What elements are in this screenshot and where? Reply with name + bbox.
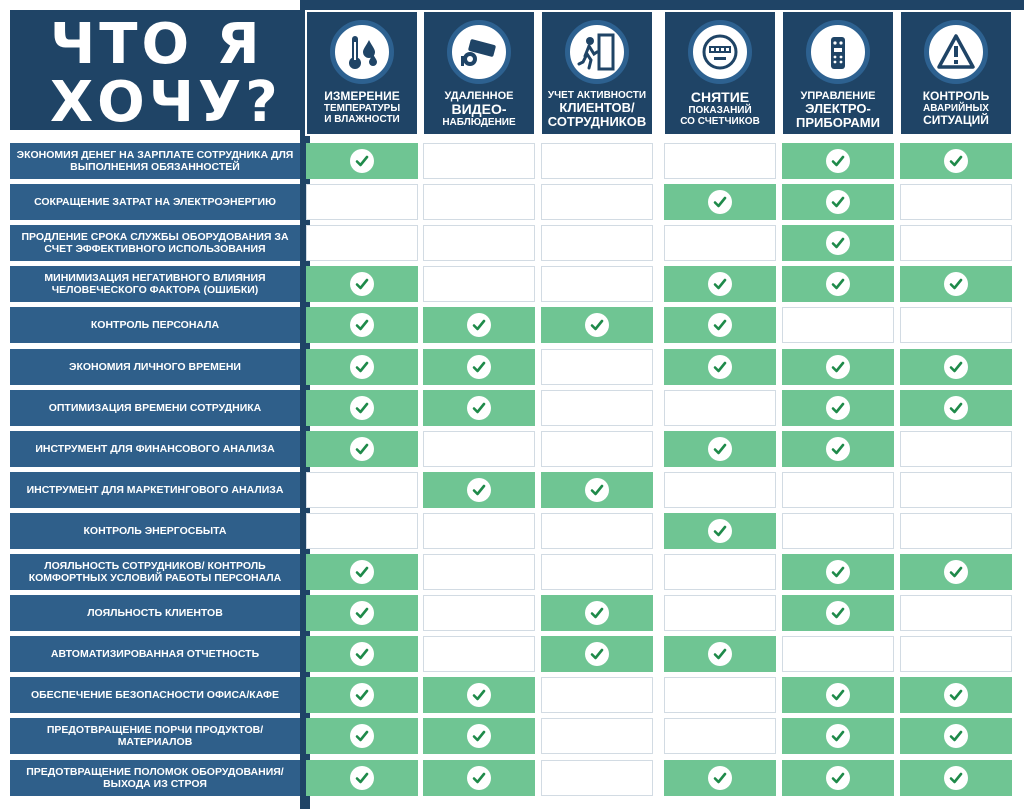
column-label-line: ИЗМЕРЕНИЕ [324,89,400,103]
cell-empty [306,513,418,549]
row-label: ЛОЯЛЬНОСТЬ КЛИЕНТОВ [10,595,300,631]
column-label-line: УПРАВЛЕНИЕ [800,90,876,102]
cell-empty [900,184,1012,220]
checkmark-icon [467,683,491,707]
cell-checked [306,143,418,179]
cell-checked [664,760,776,796]
cell-empty [541,760,653,796]
checkmark-icon [708,519,732,543]
column-header [422,10,536,136]
remote-control-icon [806,20,870,84]
checkmark-icon [944,766,968,790]
checkmark-icon [350,601,374,625]
cell-empty [900,431,1012,467]
checkmark-icon [350,313,374,337]
cell-empty [541,225,653,261]
checkmark-icon [708,642,732,666]
cell-checked [900,266,1012,302]
column-label [542,90,652,129]
cell-checked [664,431,776,467]
cell-checked [306,390,418,426]
cell-empty [541,143,653,179]
column-label-line: НАБЛЮДЕНИЕ [442,117,516,128]
cell-empty [664,390,776,426]
cell-checked [306,595,418,631]
cell-checked [306,266,418,302]
column-label-line: УЧЕТ АКТИВНОСТИ [547,90,647,101]
table-frame-top [300,0,1024,10]
row-label: ЭКОНОМИЯ ЛИЧНОГО ВРЕМЕНИ [10,349,300,385]
row-label: МИНИМИЗАЦИЯ НЕГАТИВНОГО ВЛИЯНИЯ ЧЕЛОВЕЧЕСКОГО ФАКТОРА (ОШИБКИ) [10,266,300,302]
cell-empty [664,677,776,713]
cell-checked [782,554,894,590]
checkmark-icon [944,724,968,748]
cell-empty [782,472,894,508]
cell-checked [900,143,1012,179]
row-label: ПРЕДОТВРАЩЕНИЕ ПОЛОМОК ОБОРУДОВАНИЯ/ ВЫХОДА ИЗ СТРОЯ [10,760,300,796]
cell-checked [664,184,776,220]
column-label [665,90,775,127]
warning-triangle-icon [924,20,988,84]
checkmark-icon [826,272,850,296]
checkmark-icon [350,396,374,420]
row-label: АВТОМАТИЗИРОВАННАЯ ОТЧЕТНОСТЬ [10,636,300,672]
column-header [899,10,1013,136]
cell-empty [541,513,653,549]
cell-checked [900,718,1012,754]
cell-empty [664,595,776,631]
checkmark-icon [826,683,850,707]
cell-checked [900,677,1012,713]
cell-checked [423,472,535,508]
cell-checked [541,307,653,343]
column-header [663,10,777,136]
checkmark-icon [350,766,374,790]
cell-checked [664,636,776,672]
column-label-line: ПОКАЗАНИЙ [688,105,752,116]
cell-checked [782,718,894,754]
checkmark-icon [350,683,374,707]
checkmark-icon [467,478,491,502]
cell-checked [782,390,894,426]
cell-checked [664,513,776,549]
cell-checked [782,184,894,220]
row-label: ОПТИМИЗАЦИЯ ВРЕМЕНИ СОТРУДНИКА [10,390,300,426]
cell-empty [423,554,535,590]
checkmark-icon [708,355,732,379]
cell-empty [782,636,894,672]
cell-checked [541,472,653,508]
cell-empty [306,184,418,220]
cell-empty [664,143,776,179]
cell-checked [782,677,894,713]
cell-checked [306,349,418,385]
cell-checked [306,307,418,343]
cell-empty [782,307,894,343]
cell-empty [782,513,894,549]
column-label-line: И ВЛАЖНОСТИ [324,114,400,125]
checkmark-icon [708,437,732,461]
checkmark-icon [826,355,850,379]
cell-empty [541,349,653,385]
cell-empty [423,143,535,179]
thermometer-drops-icon [330,20,394,84]
row-label: ЛОЯЛЬНОСТЬ СОТРУДНИКОВ/ КОНТРОЛЬ КОМФОРТНЫХ УСЛОВИЙ РАБОТЫ ПЕРСОНАЛА [10,554,300,590]
cell-checked [900,554,1012,590]
checkmark-icon [585,601,609,625]
cell-checked [782,760,894,796]
checkmark-icon [708,766,732,790]
cell-empty [900,595,1012,631]
cell-empty [423,513,535,549]
cell-checked [306,677,418,713]
cell-empty [900,513,1012,549]
cell-empty [664,472,776,508]
checkmark-icon [467,396,491,420]
person-exit-door-icon [565,20,629,84]
checkmark-icon [944,396,968,420]
column-label-line: ВИДЕО- [451,101,507,117]
row-label: КОНТРОЛЬ ЭНЕРГОСБЫТА [10,513,300,549]
cell-checked [664,349,776,385]
cell-empty [541,390,653,426]
checkmark-icon [708,190,732,214]
cell-checked [664,266,776,302]
cell-checked [541,595,653,631]
cell-empty [900,307,1012,343]
cell-checked [664,307,776,343]
cell-empty [423,266,535,302]
cell-empty [900,636,1012,672]
cell-empty [423,184,535,220]
cell-empty [306,225,418,261]
cell-checked [900,349,1012,385]
checkmark-icon [826,560,850,584]
cell-checked [900,760,1012,796]
checkmark-icon [350,437,374,461]
checkmark-icon [467,766,491,790]
cell-checked [423,307,535,343]
row-label: ЭКОНОМИЯ ДЕНЕГ НА ЗАРПЛАТЕ СОТРУДНИКА ДЛЯ ВЫПОЛНЕНИЯ ОБЯЗАННОСТЕЙ [10,143,300,179]
checkmark-icon [585,478,609,502]
column-label-line: АВАРИЙНЫХ [923,103,989,114]
checkmark-icon [826,396,850,420]
checkmark-icon [826,149,850,173]
row-label: ОБЕСПЕЧЕНИЕ БЕЗОПАСНОСТИ ОФИСА/КАФЕ [10,677,300,713]
cell-empty [900,472,1012,508]
checkmark-icon [350,149,374,173]
row-label: ИНСТРУМЕНТ ДЛЯ ФИНАНСОВОГО АНАЛИЗА [10,431,300,467]
cell-empty [664,718,776,754]
column-label [783,90,893,130]
cell-checked [423,390,535,426]
cell-empty [664,554,776,590]
cell-empty [900,225,1012,261]
row-label: КОНТРОЛЬ ПЕРСОНАЛА [10,307,300,343]
checkmark-icon [350,724,374,748]
checkmark-icon [944,272,968,296]
cell-checked [541,636,653,672]
checkmark-icon [467,313,491,337]
cell-empty [306,472,418,508]
title-line-1: ЧТО Я [50,12,264,77]
cell-empty [541,554,653,590]
security-camera-icon [447,20,511,84]
checkmark-icon [350,560,374,584]
checkmark-icon [826,724,850,748]
checkmark-icon [467,724,491,748]
column-label-line: СНЯТИЕ [690,89,750,105]
cell-empty [423,636,535,672]
cell-checked [423,677,535,713]
checkmark-icon [944,683,968,707]
checkmark-icon [585,313,609,337]
cell-checked [423,349,535,385]
cell-checked [782,143,894,179]
column-label [307,90,417,125]
cell-checked [782,225,894,261]
cell-empty [423,431,535,467]
cell-empty [541,431,653,467]
cell-checked [423,718,535,754]
row-label: ПРОДЛЕНИЕ СРОКА СЛУЖБЫ ОБОРУДОВАНИЯ ЗА СЧЕТ ЭФФЕКТИВНОГО ИСПОЛЬЗОВАНИЯ [10,225,300,261]
column-label [424,90,534,128]
checkmark-icon [350,272,374,296]
checkmark-icon [826,601,850,625]
checkmark-icon [944,560,968,584]
checkmark-icon [467,355,491,379]
cell-checked [900,390,1012,426]
cell-empty [541,184,653,220]
cell-empty [423,225,535,261]
checkmark-icon [826,190,850,214]
row-label: ИНСТРУМЕНТ ДЛЯ МАРКЕТИНГОВОГО АНАЛИЗА [10,472,300,508]
column-label-line: СО СЧЕТЧИКОВ [680,116,760,127]
column-label [901,90,1011,127]
cell-checked [306,554,418,590]
cell-checked [306,636,418,672]
title-line-2: ХОЧУ? [50,70,282,135]
cell-checked [423,760,535,796]
checkmark-icon [585,642,609,666]
checkmark-icon [826,231,850,255]
cell-checked [306,718,418,754]
checkmark-icon [826,437,850,461]
checkmark-icon [944,149,968,173]
column-label-line: ПРИБОРАМИ [796,115,880,130]
cell-checked [306,760,418,796]
checkmark-icon [708,272,732,296]
checkmark-icon [826,766,850,790]
cell-empty [541,677,653,713]
cell-empty [423,595,535,631]
row-label: ПРЕДОТВРАЩЕНИЕ ПОРЧИ ПРОДУКТОВ/МАТЕРИАЛОВ [10,718,300,754]
checkmark-icon [944,355,968,379]
column-header [781,10,895,136]
checkmark-icon [350,642,374,666]
row-label: СОКРАЩЕНИЕ ЗАТРАТ НА ЭЛЕКТРОЭНЕРГИЮ [10,184,300,220]
column-header [305,10,419,136]
cell-empty [541,718,653,754]
meter-gauge-icon [688,20,752,84]
column-label-line: УДАЛЕННОЕ [444,90,514,102]
cell-empty [541,266,653,302]
column-label-line: ЭЛЕКТРО- [805,101,871,116]
column-label-line: СИТУАЦИЙ [923,113,989,127]
cell-checked [782,595,894,631]
column-label-line: ТЕМПЕРАТУРЫ [323,103,401,114]
column-label-line: КОНТРОЛЬ [922,89,990,103]
page-title [10,10,300,135]
checkmark-icon [350,355,374,379]
column-label-line: СОТРУДНИКОВ [547,114,647,129]
column-header [540,10,654,136]
cell-checked [782,266,894,302]
checkmark-icon [708,313,732,337]
cell-checked [782,349,894,385]
cell-empty [664,225,776,261]
cell-checked [306,431,418,467]
cell-checked [782,431,894,467]
column-label-line: КЛИЕНТОВ/ [559,100,635,115]
